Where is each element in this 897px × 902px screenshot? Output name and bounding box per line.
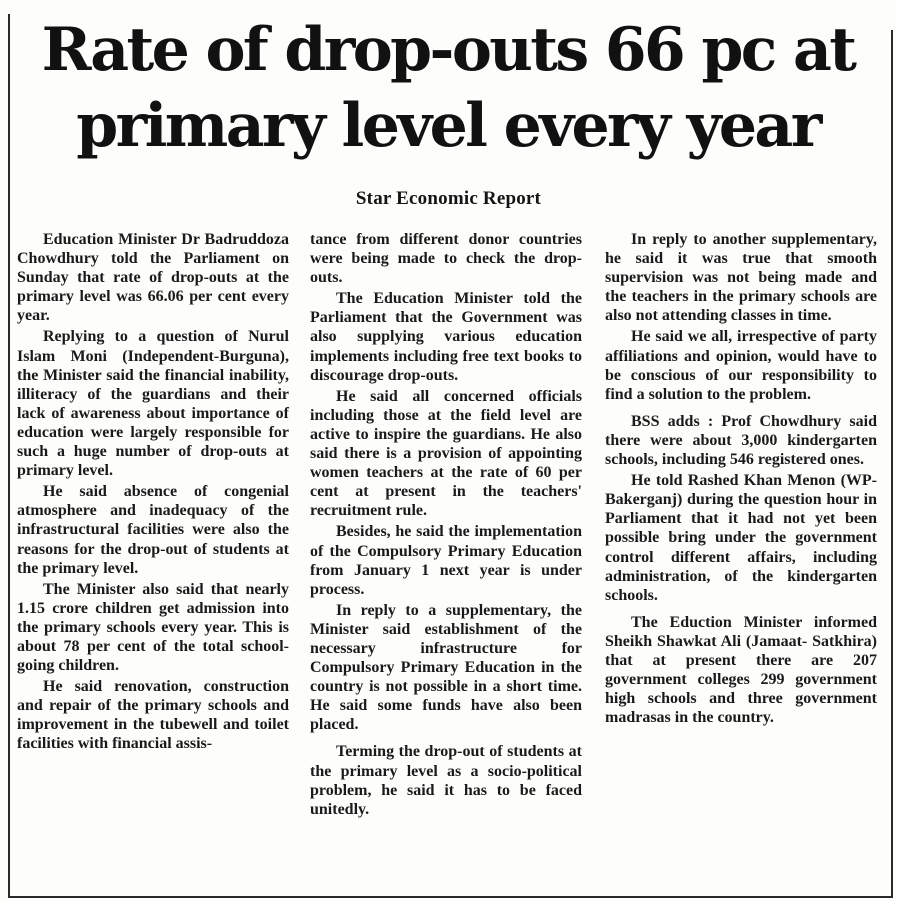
paragraph: In reply to a supplementary, the Minister said establishment of the necessary infrastructure for Compulsory Primary Education in the country is not possible in a short time. He said some funds have also been placed. [310, 601, 582, 734]
paragraph: The Minister also said that nearly 1.15 crore children get admission into the primary schools every year. This is about 78 per cent of the total school-going children. [17, 580, 289, 675]
headline [18, 12, 878, 164]
paragraph: The Education Minister told the Parliament that the Government was also supplying various education implements including free text books to discourage drop-outs. [310, 290, 582, 384]
article-column-2 [310, 230, 582, 821]
article-column-3 [605, 230, 877, 729]
paragraph: Education Minister Dr Badruddoza Chowdhury told the Parliament on Sunday that rate of drop-outs at the primary level was 66.06 per cent every year. [17, 231, 289, 325]
paragraph: BSS adds : Prof Chowdhury said there were about 3,000 kindergarten schools, including 546 registered ones. [605, 412, 877, 469]
paragraph: He said we all, irrespective of party affiliations and opinion, would have to be conscious of our responsibility to find a solution to the problem. [605, 328, 877, 403]
paragraph: He said renovation, construction and repair of the primary schools and improvement in the tubewell and toilet facilities with financial assis- [17, 678, 289, 753]
paragraph: Terming the drop-out of students at the primary level as a socio-political problem, he said it has to be faced unitedly. [310, 743, 582, 818]
paragraph: He told Rashed Khan Menon (WP- Bakerganj) during the question hour in Parliament that it had not yet been possible bring under the government control different affairs, including administration, of the kindergarten schools. [605, 472, 877, 604]
right-column-rule [891, 30, 893, 898]
bottom-rule [8, 896, 893, 898]
paragraph: In reply to another supplementary, he said it was true that smooth supervision was not being made and the teachers in the primary schools are also not attending classes in time. [605, 231, 877, 325]
headline-line-2: primary level every year [76, 91, 820, 161]
headline-line-1: Rate of drop-outs 66 pc at [41, 15, 855, 85]
paragraph: Replying to a question of Nurul Islam Moni (Independent-Burguna), the Minister said the financial inability, illiteracy of the guardians and their lack of awareness about importance of education were largely responsible for such a huge number of drop-outs at primary level. [17, 328, 289, 480]
paragraph: tance from different donor countries were being made to check the drop-outs. [310, 231, 582, 287]
paragraph: The Eduction Minister informed Sheikh Shawkat Ali (Jamaat- Satkhira) that at present there are 207 government colleges 299 government high schools and three government madrasas in the country. [605, 613, 877, 727]
byline: Star Economic Report [355, 188, 542, 209]
paragraph: He said all concerned officials including those at the field level are active to inspire the guardians. He also said there is a provision of appointing women teachers at the rate of 60 per cent at present in the teachers' recruitment rule. [310, 387, 582, 520]
article-column-1 [17, 230, 289, 756]
paragraph: Besides, he said the implementation of the Compulsory Primary Education from January 1 next year is under process. [310, 523, 582, 598]
left-column-rule [8, 14, 10, 898]
paragraph: He said absence of congenial atmosphere and inadequacy of the infrastructural facilities were also the reasons for the drop-out of students at the primary level. [17, 483, 289, 577]
